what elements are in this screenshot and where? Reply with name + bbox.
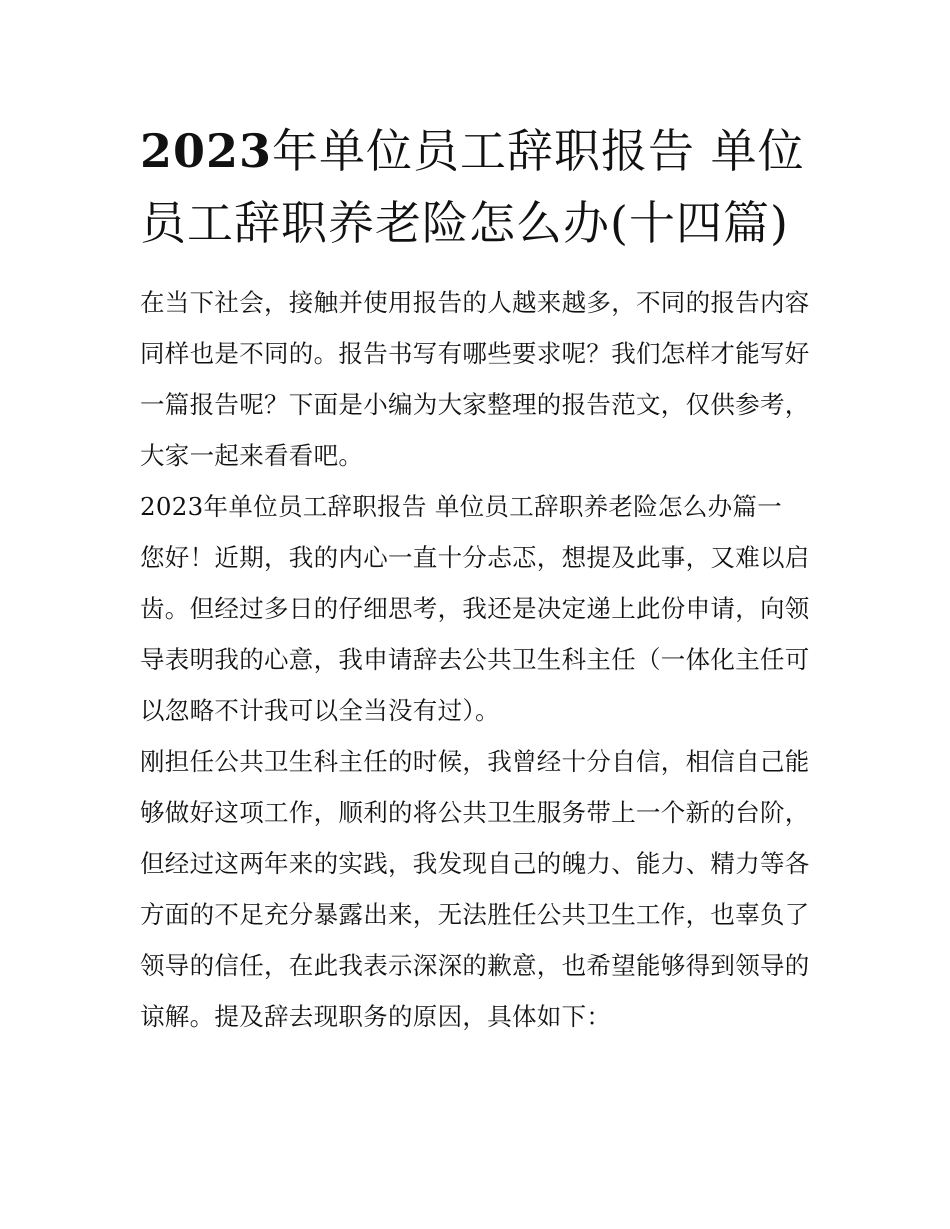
document-body bbox=[140, 277, 815, 1042]
body-paragraph: 您好！近期，我的内心一直十分忐忑，想提及此事，又难以启齿。但经过多日的仔细思考，我还是决定递上此份申请，向领导表明我的心意，我申请辞去公共卫生科主任（一体化主任可以忽略不计我可以全当没有过）。 bbox=[140, 543, 810, 725]
title-text: 年单位员工辞职报告 单位员工辞职养老险怎么办(十四篇) bbox=[140, 124, 805, 250]
section-heading: 2023年单位员工辞职报告 单位员工辞职养老险怎么办篇一 bbox=[140, 492, 783, 521]
intro-paragraph: 在当下社会，接触并使用报告的人越来越多，不同的报告内容同样也是不同的。报告书写有哪些要求呢？我们怎样才能写好一篇报告呢？下面是小编为大家整理的报告范文，仅供参考，大家一起来看看吧。 bbox=[140, 288, 810, 470]
title-year: 2023 bbox=[140, 124, 273, 178]
document-title bbox=[140, 115, 815, 259]
body-paragraph: 刚担任公共卫生科主任的时候，我曾经十分自信，相信自己能够做好这项工作，顺利的将公共卫生服务带上一个新的台阶，但经过这两年来的实践，我发现自己的魄力、能力、精力等各方面的不足充分暴露出来，无法胜任公共卫生工作，也辜负了领导的信任，在此我表示深深的歉意，也希望能够得到领导的谅解。提及辞去现职务的原因，具体如下： bbox=[140, 747, 810, 1031]
